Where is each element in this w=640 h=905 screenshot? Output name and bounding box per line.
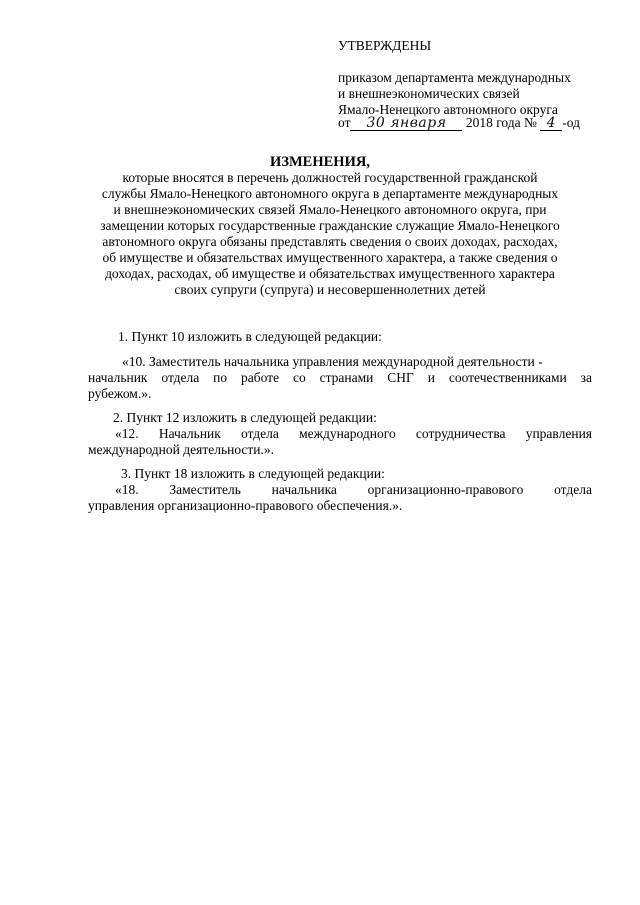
item-1-body-line-1: «10. Заместитель начальника управления международной деятельности - bbox=[122, 354, 543, 369]
title-line-7: доходах, расходах, об имуществе и обязательствах имущественного характера bbox=[105, 266, 555, 281]
item-1-body-line-2: начальник отдела по работе со странами СНГ и соотечественниками за bbox=[88, 370, 592, 385]
item-3-heading: 3. Пункт 18 изложить в следующей редакции: bbox=[121, 466, 385, 481]
approval-line-2: и внешнеэкономических связей bbox=[338, 86, 520, 101]
item-2-body-line-1: «12. Начальник отдела международного сотрудничества управления bbox=[115, 426, 592, 441]
title-line-6: об имуществе и обязательствах имущественного характера, а также сведения о bbox=[102, 250, 558, 265]
approval-date-line bbox=[338, 115, 580, 131]
approval-line-1: приказом департамента международных bbox=[338, 70, 571, 85]
title-line-4: замещении которых государственные гражданские служащие Ямало-Ненецкого bbox=[100, 218, 560, 233]
item-1-heading: 1. Пункт 10 изложить в следующей редакции: bbox=[118, 329, 382, 344]
date-prefix: от bbox=[338, 115, 351, 130]
approval-line-3: Ямало-Ненецкого автономного округа bbox=[338, 102, 558, 117]
approval-heading: УТВЕРЖДЕНЫ bbox=[338, 38, 432, 53]
item-2-heading: 2. Пункт 12 изложить в следующей редакции: bbox=[113, 410, 377, 425]
item-3-body-line-1: «18. Заместитель начальника организационно-правового отдела bbox=[115, 482, 592, 497]
date-year: 2018 года № bbox=[465, 115, 537, 130]
handwritten-number: 4 bbox=[540, 116, 562, 131]
title-line-8: своих супруги (супруга) и несовершеннолетних детей bbox=[174, 282, 486, 297]
item-1-body-line-3: рубежом.». bbox=[88, 386, 152, 401]
item-2-body-line-2: международной деятельности.». bbox=[88, 442, 275, 457]
title-line-5: автономного округа обязаны представлять сведения о своих доходах, расходах, bbox=[102, 234, 558, 249]
title-line-3: и внешнеэкономических связей Ямало-Ненецкого автономного округа, при bbox=[113, 202, 547, 217]
document-title: ИЗМЕНЕНИЯ, bbox=[270, 154, 370, 170]
number-suffix: -од bbox=[562, 115, 581, 130]
handwritten-date: 30 января bbox=[350, 116, 462, 131]
item-3-body-line-2: управления организационно-правового обеспечения.». bbox=[88, 498, 403, 513]
title-line-2: службы Ямало-Ненецкого автономного округа в департаменте международных bbox=[101, 186, 559, 201]
title-line-1: которые вносятся в перечень должностей государственной гражданской bbox=[122, 170, 538, 185]
